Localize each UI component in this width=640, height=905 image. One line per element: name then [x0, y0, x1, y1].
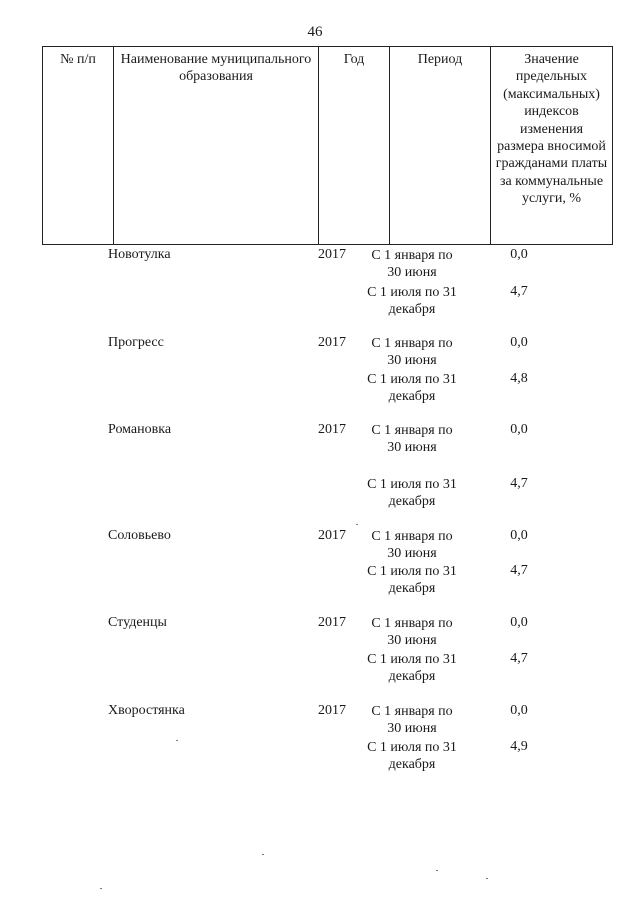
row-value-first: 0,0 [510, 335, 528, 350]
row-year: 2017 [318, 528, 346, 543]
row-value-second: 4,7 [510, 563, 528, 578]
row-period-first: С 1 января по 30 июня [371, 616, 453, 648]
row-period-first: С 1 января по 30 июня [371, 248, 453, 280]
header-name: Наименование муниципального образования [114, 47, 319, 245]
row-period-second: С 1 июля по 31 декабря [367, 372, 457, 404]
row-value-second: 4,7 [510, 476, 528, 491]
row-name: Хворостянка [108, 703, 185, 718]
scan-speck [176, 740, 178, 741]
row-value-first: 0,0 [510, 528, 528, 543]
scan-speck [436, 870, 438, 871]
row-value-first: 0,0 [510, 615, 528, 630]
row-value-second: 4,8 [510, 371, 528, 386]
header-year: Год [319, 47, 390, 245]
row-value-second: 4,7 [510, 651, 528, 666]
row-year: 2017 [318, 615, 346, 630]
row-year: 2017 [318, 703, 346, 718]
row-period-second: С 1 июля по 31 декабря [367, 652, 457, 684]
row-name: Прогресс [108, 335, 164, 350]
scan-speck [356, 524, 358, 525]
row-name: Студенцы [108, 615, 167, 630]
row-period-first: С 1 января по 30 июня [371, 704, 453, 736]
row-value-second: 4,9 [510, 739, 528, 754]
row-value-second: 4,7 [510, 284, 528, 299]
row-year: 2017 [318, 335, 346, 350]
row-value-first: 0,0 [510, 703, 528, 718]
row-period-second: С 1 июля по 31 декабря [367, 740, 457, 772]
row-period-second: С 1 июля по 31 декабря [367, 285, 457, 317]
row-value-first: 0,0 [510, 422, 528, 437]
row-period-second: С 1 июля по 31 декабря [367, 564, 457, 596]
scan-speck [262, 854, 264, 855]
row-period-first: С 1 января по 30 июня [371, 336, 453, 368]
row-name: Романовка [108, 422, 172, 437]
row-year: 2017 [318, 247, 346, 262]
row-year: 2017 [318, 422, 346, 437]
row-period-second: С 1 июля по 31 декабря [367, 477, 457, 509]
header-num: № п/п [43, 47, 114, 245]
header-value: Значение предельных (максимальных) индексов изменения размера вносимой гражданами платы за коммунальные услуги, % [491, 47, 613, 245]
row-name: Соловьево [108, 528, 171, 543]
row-period-first: С 1 января по 30 июня [371, 423, 453, 455]
scan-speck [100, 888, 102, 889]
row-value-first: 0,0 [510, 247, 528, 262]
table-header [42, 46, 613, 245]
row-name: Новотулка [108, 247, 171, 262]
page-number: 46 [307, 24, 323, 40]
row-period-first: С 1 января по 30 июня [371, 529, 453, 561]
header-row [43, 47, 613, 245]
header-period: Период [390, 47, 491, 245]
scan-speck [486, 878, 488, 879]
